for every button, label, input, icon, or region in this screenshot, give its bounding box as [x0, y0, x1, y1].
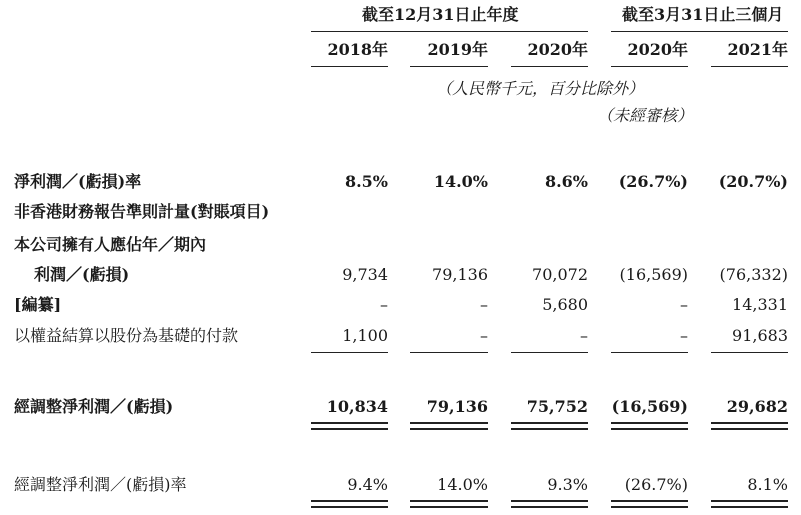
total-rule [611, 422, 688, 424]
subtotal-rule [311, 352, 388, 353]
total-rule [311, 422, 388, 424]
cell-sbp: 91,683 [732, 326, 788, 345]
year-rule [711, 66, 788, 67]
cell-net-margin: 8.5% [344, 172, 388, 191]
total-rule [511, 500, 588, 502]
cell-redacted: – [380, 295, 388, 314]
cell-adj-margin: 8.1% [747, 475, 788, 494]
year-header: 2021年 [727, 40, 788, 59]
section-title-non-ifrs: 非香港財務報告準則計量(對賬項目) [14, 202, 270, 221]
year-header: 2019年 [427, 40, 488, 59]
cell-net-margin: (26.7%) [618, 172, 688, 191]
cell-adj-net: 79,136 [426, 397, 488, 416]
total-rule [611, 506, 688, 508]
subtotal-rule [410, 352, 488, 353]
cell-profit: (16,569) [619, 265, 688, 284]
year-rule [410, 66, 488, 67]
total-rule [511, 422, 588, 424]
unit-note: （人民幣千元，百分比除外） [436, 79, 645, 98]
year-rule [311, 66, 388, 67]
row-label-adj-margin: 經調整淨利潤／(虧損)率 [14, 475, 187, 494]
cell-adj-net: (16,569) [611, 397, 688, 416]
group-rule-quarter [611, 31, 788, 32]
total-rule [611, 500, 688, 502]
cell-redacted: – [680, 295, 688, 314]
cell-adj-margin: 9.4% [347, 475, 388, 494]
cell-profit: 9,734 [342, 265, 388, 284]
subtotal-rule [611, 352, 688, 353]
total-rule [410, 506, 488, 508]
cell-profit: 79,136 [432, 265, 488, 284]
group-title-annual: 截至12月31日止年度 [362, 5, 519, 24]
cell-net-margin: 14.0% [433, 172, 488, 191]
cell-sbp: – [480, 326, 488, 345]
total-rule [410, 422, 488, 424]
group-title-quarter: 截至3月31日止三個月 [622, 5, 784, 24]
cell-redacted: – [480, 295, 488, 314]
year-header: 2018年 [327, 40, 388, 59]
row-label-profit-line1: 本公司擁有人應佔年／期內 [14, 235, 207, 254]
row-label-redacted: [編纂] [14, 295, 62, 314]
subtotal-rule [711, 352, 788, 353]
cell-profit: 70,072 [532, 265, 588, 284]
row-label-sbp: 以權益結算以股份為基礎的付款 [14, 326, 239, 345]
total-rule [311, 506, 388, 508]
year-header: 2020年 [627, 40, 688, 59]
total-rule [410, 428, 488, 430]
cell-adj-net: 29,682 [726, 397, 788, 416]
cell-net-margin: 8.6% [544, 172, 588, 191]
total-rule [311, 500, 388, 502]
cell-adj-margin: (26.7%) [624, 475, 688, 494]
group-rule-annual [311, 31, 588, 32]
total-rule [511, 428, 588, 430]
year-header: 2020年 [527, 40, 588, 59]
total-rule [711, 500, 788, 502]
subtotal-rule [511, 352, 588, 353]
total-rule [711, 428, 788, 430]
audit-note: （未經審核） [597, 106, 694, 125]
cell-adj-margin: 14.0% [437, 475, 488, 494]
cell-redacted: 14,331 [732, 295, 788, 314]
total-rule [311, 428, 388, 430]
cell-adj-margin: 9.3% [547, 475, 588, 494]
row-label-adj-net: 經調整淨利潤／(虧損) [14, 397, 174, 416]
total-rule [511, 506, 588, 508]
cell-redacted: 5,680 [542, 295, 588, 314]
total-rule [711, 422, 788, 424]
cell-sbp: – [680, 326, 688, 345]
total-rule [711, 506, 788, 508]
cell-profit: (76,332) [719, 265, 788, 284]
total-rule [410, 500, 488, 502]
row-label-profit: 利潤／(虧損) [34, 265, 130, 284]
cell-sbp: 1,100 [342, 326, 388, 345]
cell-sbp: – [580, 326, 588, 345]
total-rule [611, 428, 688, 430]
row-label-net-margin: 淨利潤／(虧損)率 [14, 172, 142, 191]
cell-adj-net: 10,834 [326, 397, 388, 416]
cell-net-margin: (20.7%) [718, 172, 788, 191]
year-rule [611, 66, 688, 67]
cell-adj-net: 75,752 [526, 397, 588, 416]
year-rule [511, 66, 588, 67]
